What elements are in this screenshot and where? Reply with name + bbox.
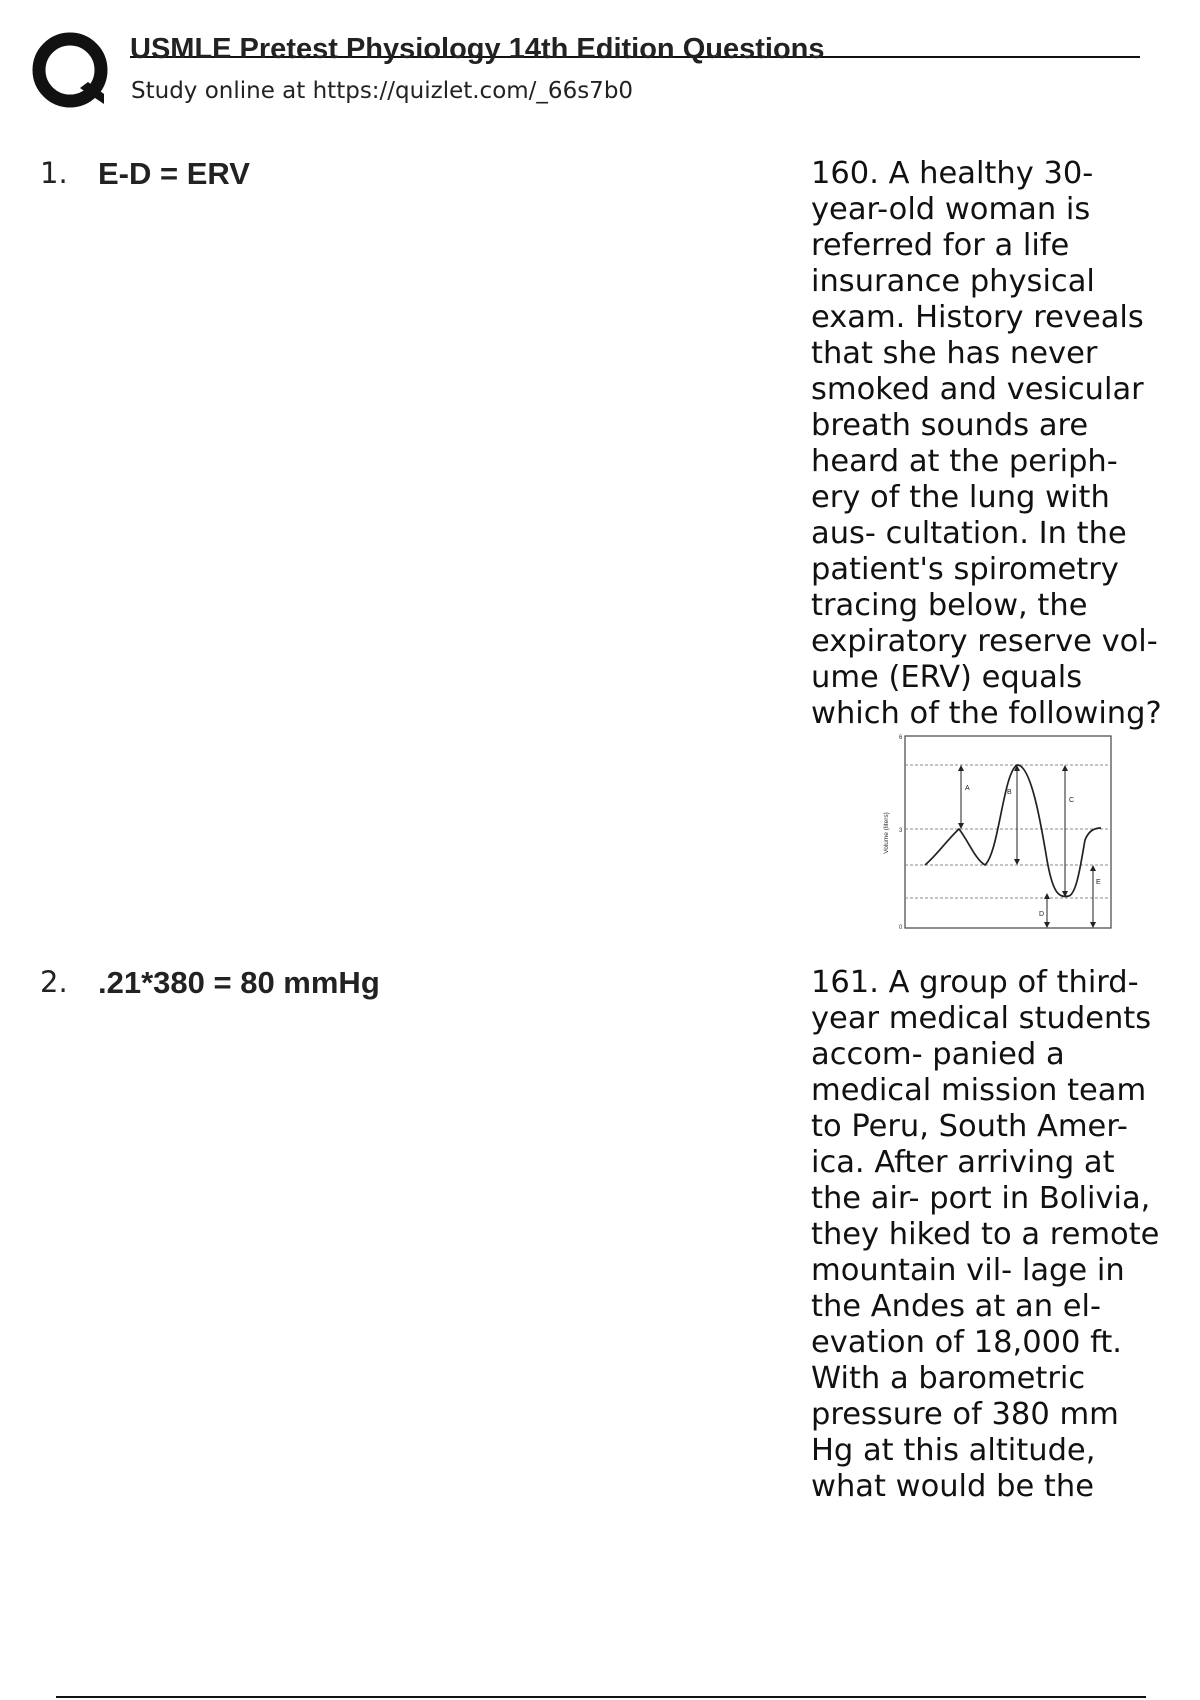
marker-label-e: E <box>1096 879 1101 886</box>
card-definition <box>811 156 1196 732</box>
definition-line: mountain vil- lage in <box>811 1253 1125 1288</box>
definition-line: to Peru, South Amer- <box>811 1109 1128 1144</box>
definition-line: smoked and vesicular <box>811 372 1144 407</box>
definition-line: that she has never <box>811 336 1098 371</box>
marker-label-c: C <box>1069 797 1075 804</box>
definition-line: accom- panied a <box>811 1037 1065 1072</box>
y-tick-label: 0 <box>899 925 903 931</box>
definition-line: heard at the periph- <box>811 444 1118 479</box>
definition-line: ery of the lung with <box>811 480 1110 515</box>
definition-line: 160. A healthy 30- <box>811 156 1094 191</box>
definition-line: referred for a life <box>811 228 1070 263</box>
definition-line: ume (ERV) equals <box>811 660 1083 695</box>
definition-line: insurance physical <box>811 264 1095 299</box>
spirometry-tracing-figure <box>875 728 1115 933</box>
footer-rule <box>56 1696 1146 1698</box>
definition-line: the Andes at an el- <box>811 1289 1101 1324</box>
definition-line: patient's spirometry <box>811 552 1119 587</box>
card-term: .21*380 = 80 mmHg <box>98 965 380 1000</box>
marker-label-d: D <box>1039 911 1045 918</box>
y-axis-label: Volume (liters) <box>883 812 890 854</box>
card-term: E-D = ERV <box>98 156 250 191</box>
definition-line: aus- cultation. In the <box>811 516 1127 551</box>
definition-line: the air- port in Bolivia, <box>811 1181 1151 1216</box>
card-number: 1. <box>40 156 68 190</box>
definition-line: Hg at this altitude, <box>811 1433 1096 1468</box>
quizlet-logo-icon <box>30 30 112 112</box>
page-subtitle: Study online at https://quizlet.com/_66s7b0 <box>131 78 634 104</box>
marker-label-a: A <box>965 785 970 792</box>
definition-line: year medical students <box>811 1001 1152 1036</box>
y-tick-label: 3 <box>899 828 903 834</box>
definition-line: pressure of 380 mm <box>811 1397 1119 1432</box>
y-tick-label: 6 <box>899 735 903 741</box>
definition-line: With a barometric <box>811 1361 1086 1396</box>
card-definition <box>811 965 1196 1505</box>
definition-line: year-old woman is <box>811 192 1091 227</box>
marker-label-b: B <box>1007 789 1012 796</box>
definition-line: medical mission team <box>811 1073 1147 1108</box>
definition-line: breath sounds are <box>811 408 1089 443</box>
definition-line: evation of 18,000 ft. <box>811 1325 1122 1360</box>
definition-line: tracing below, the <box>811 588 1088 623</box>
definition-line: what would be the <box>811 1469 1094 1504</box>
definition-line: which of the following? <box>811 696 1162 731</box>
definition-line: expiratory reserve vol- <box>811 624 1158 659</box>
page-title: USMLE Pretest Physiology 14th Edition Questions <box>130 33 825 65</box>
definition-line: ica. After arriving at <box>811 1145 1115 1180</box>
card-number: 2. <box>40 965 68 999</box>
definition-line: they hiked to a remote <box>811 1217 1160 1252</box>
definition-line: 161. A group of third- <box>811 965 1139 1000</box>
definition-line: exam. History reveals <box>811 300 1144 335</box>
